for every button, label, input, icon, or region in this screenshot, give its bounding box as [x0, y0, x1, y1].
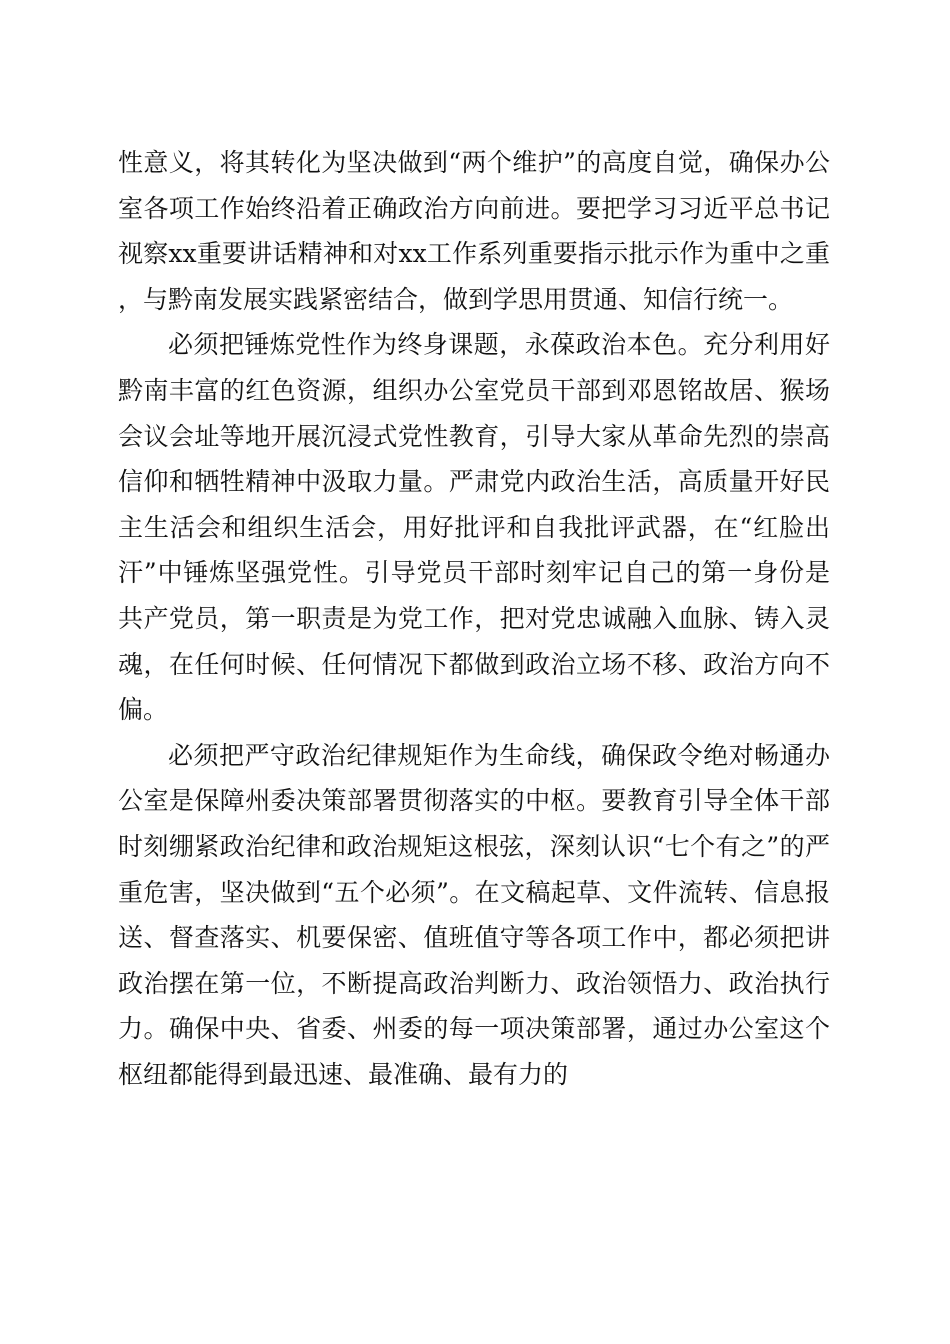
- paragraph-2: 必须把锤炼党性作为终身课题，永葆政治本色。充分利用好黔南丰富的红色资源，组织办公室党员干部到邓恩铭故居、猴场会议会址等地开展沉浸式党性教育，引导大家从革命先烈的崇高信仰和牺牲精神中汲取力量。严肃党内政治生活，高质量开好民主生活会和组织生活会，用好批评和自我批评武器，在“红脸出汗”中锤炼坚强党性。引导党员干部时刻牢记自己的第一身份是共产党员，第一职责是为党工作，把对党忠诚融入血脉、铸入灵魂，在任何时候、任何情况下都做到政治立场不移、政治方向不偏。: [118, 330, 830, 725]
- document-body: [118, 140, 830, 1097]
- paragraph-1: 性意义，将其转化为坚决做到“两个维护”的高度自觉，确保办公室各项工作始终沿着正确政治方向前进。要把学习习近平总书记视察xx重要讲话精神和对xx工作系列重要指示批示作为重中之重，与黔南发展实践紧密结合，做到学思用贯通、知信行统一。: [118, 148, 830, 314]
- paragraph-3: 必须把严守政治纪律规矩作为生命线，确保政令绝对畅通办公室是保障州委决策部署贯彻落实的中枢。要教育引导全体干部时刻绷紧政治纪律和政治规矩这根弦，深刻认识“七个有之”的严重危害，坚决做到“五个必须”。在文稿起草、文件流转、信息报送、督查落实、机要保密、值班值守等各项工作中，都必须把讲政治摆在第一位，不断提高政治判断力、政治领悟力、政治执行力。确保中央、省委、州委的每一项决策部署，通过办公室这个枢纽都能得到最迅速、最准确、最有力的: [118, 740, 830, 1089]
